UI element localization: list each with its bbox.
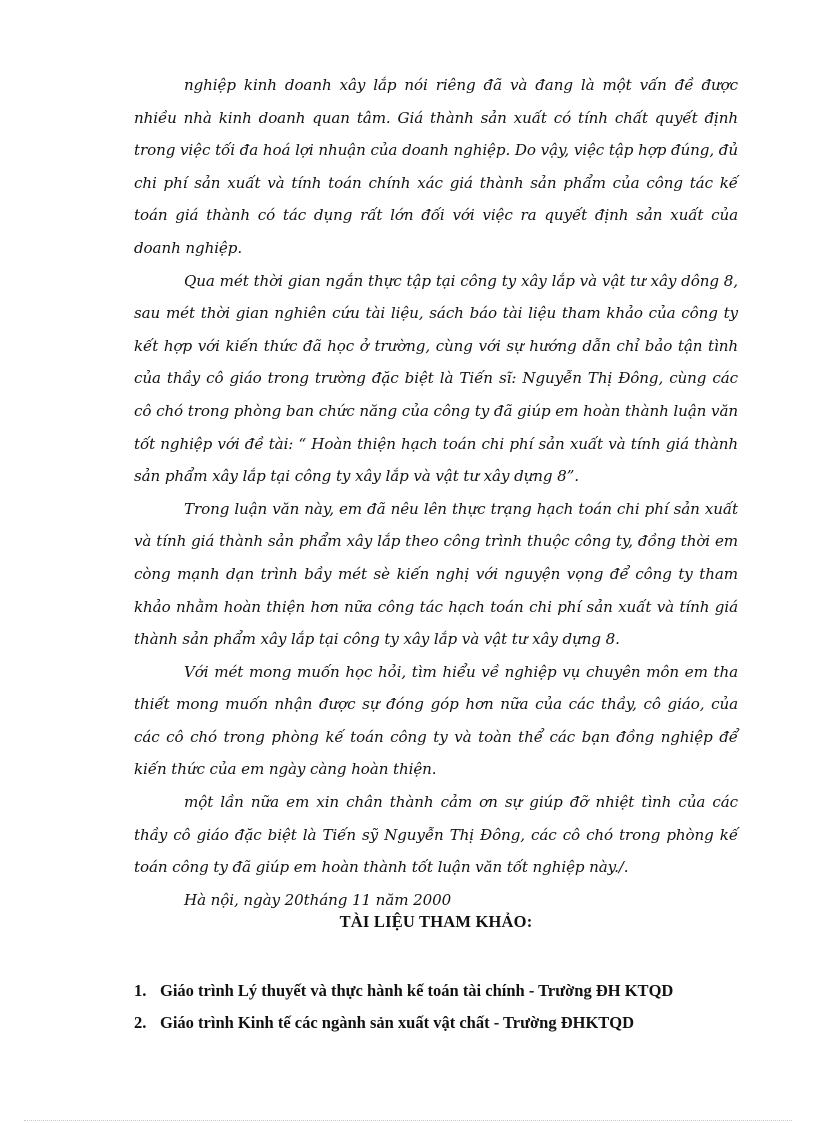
references-heading: TÀI LIỆU THAM KHẢO:: [339, 912, 533, 931]
paragraph-thesis-content: Trong luận văn này, em đã nêu lên thực trạng hạch toán chi phí sản xuất và tính giá thành sản phẩm xây lắp theo công trình thuộc công ty, đồng thời em còng mạnh dạn trình bầy mét sè kiến nghị với nguyện vọng để công ty tham khảo nhằm hoàn thiện hơn nữa công tác hạch toán chi phí sản xuất và tính giá thành sản phẩm xây lắp tại công ty xây lắp và vật tư xây dựng 8.: [134, 499, 738, 649]
paragraph-wish: Với mét mong muốn học hỏi, tìm hiểu về nghiệp vụ chuyên môn em tha thiết mong muốn nhận được sự đóng góp hơn nữa của các thầy, cô giáo, của các cô chó trong phòng kế toán công ty và toàn thể các bạn đồng nghiệp để kiến thức của em ngày càng hoàn thiện.: [134, 662, 738, 779]
paragraph-intro-continued: nghiệp kinh doanh xây lắp nói riêng đã và đang là một vấn đề được nhiều nhà kinh doanh quan tâm. Giá thành sản xuất có tính chất quyết định trong việc tối đa hoá lợi nhuận của doanh nghiệp. Do vậy, việc tập hợp đúng, đủ chi phí sản xuất và tính toán chính xác giá thành sản phẩm của công tác kế toán giá thành có tác dụng rất lớn đối với việc ra quyết định sản xuất của doanh nghiệp.: [134, 76, 738, 257]
paragraph-internship: Qua mét thời gian ngắn thực tập tại công ty xây lắp và vật tư xây dông 8, sau mét thời gian nghiên cứu tài liệu, sách báo tài liệu tham khảo của công ty kết hợp với kiến thức đã học ở trường, cùng với sự hướng dẫn chỉ bảo tận tình của thầy cô giáo trong trường đặc biệt là Tiến sĩ: Nguyễn Thị Đông, cùng các cô chó trong phòng ban chức năng của công ty đã giúp em hoàn thành luận văn tốt nghiệp với đề tài: “ Hoàn thiện hạch toán chi phí sản xuất và tính giá thành sản phẩm xây lắp tại công ty xây lắp và vật tư xây dựng 8”.: [134, 271, 738, 486]
paragraph-thanks: một lần nữa em xin chân thành cảm ơn sự giúp đỡ nhiệt tình của các thầy cô giáo đặc biệt là Tiến sỹ Nguyễn Thị Đông, các cô chó trong phòng kế toán công ty đã giúp em hoàn thành tốt luận văn tốt nghiệp này./.: [134, 793, 738, 877]
date-line: Hà nội, ngày 20tháng 11 năm 2000: [184, 890, 452, 909]
reference-number: 2.: [134, 1013, 147, 1032]
reference-item: [134, 1007, 774, 1039]
references-list: [134, 975, 774, 1039]
reference-item: [134, 975, 774, 1007]
body-text: [134, 69, 738, 916]
reference-number: 1.: [134, 981, 147, 1000]
reference-text: Giáo trình Kinh tế các ngành sản xuất vật chất - Trường ĐHKTQD: [160, 1013, 635, 1032]
page-bottom-divider: [24, 1120, 792, 1121]
reference-text: Giáo trình Lý thuyết và thực hành kế toán tài chính - Trường ĐH KTQD: [160, 981, 674, 1000]
